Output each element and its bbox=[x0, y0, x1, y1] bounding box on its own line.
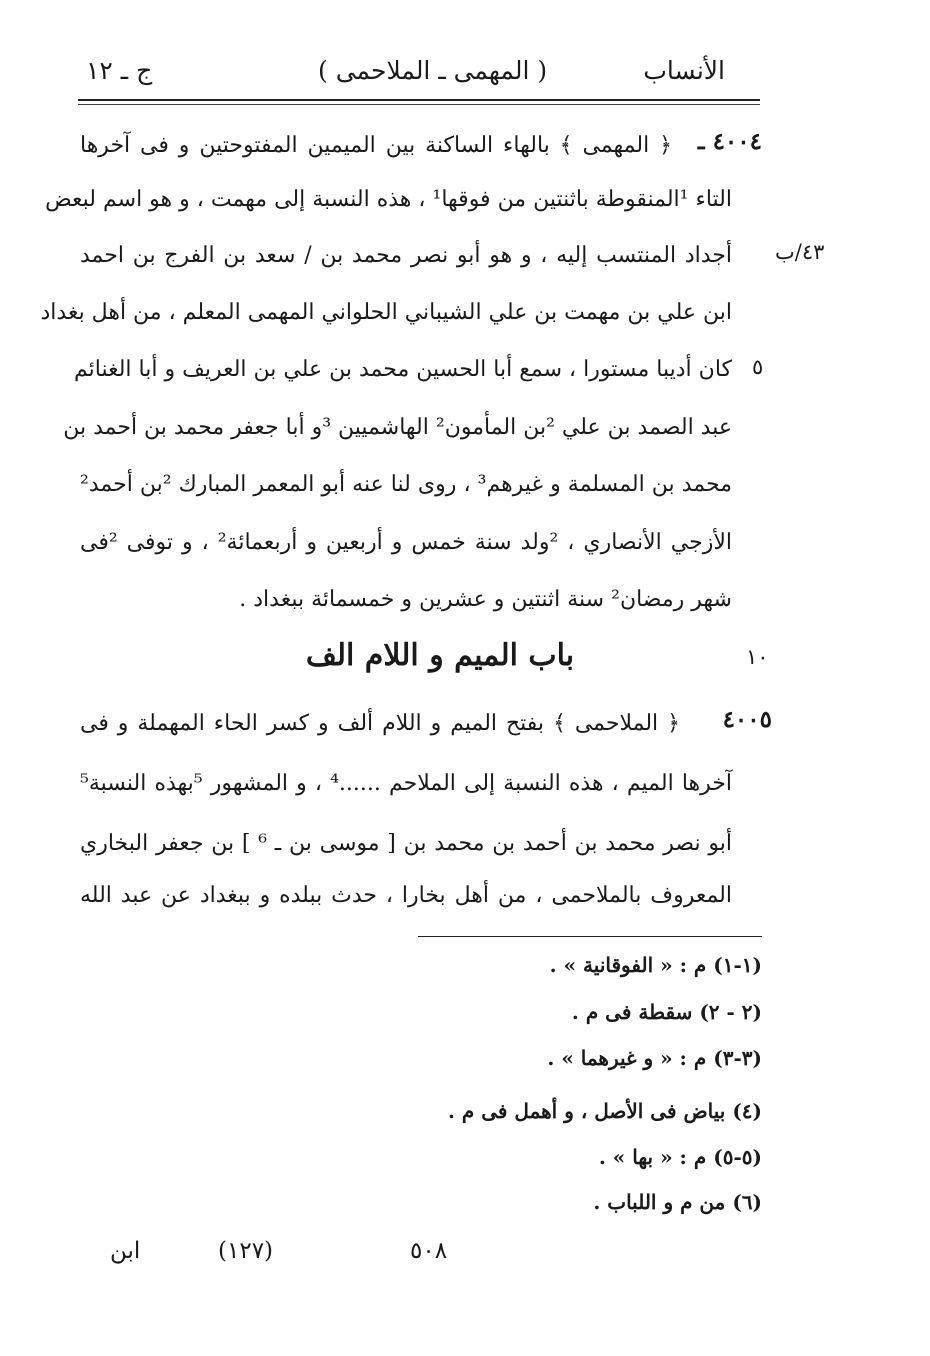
entry-line: الأزجي الأنصاري ، ²ولد سنة خمس و أربعين و أربعمائة² ، و توفى ²فى bbox=[80, 530, 732, 555]
entry-line: آخرها الميم ، هذه النسبة إلى الملاحم ......⁴ ، و المشهور ⁵بهذه النسبة⁵ bbox=[80, 771, 732, 796]
entry-line: التاء ¹المنقوطة باثنتين من فوقها¹ ، هذه النسبة إلى مهمت ، و هو اسم لبعض bbox=[45, 187, 732, 212]
entry-line: شهر رمضان² سنة اثنتين و عشرين و خمسمائة ببغداد . bbox=[239, 587, 732, 612]
footnote-rule bbox=[418, 936, 762, 937]
entry-line: ﴿ الملاحمى ﴾ بفتح الميم و اللام ألف و كسر الحاء المهملة و فى bbox=[80, 711, 680, 736]
entry-line: المعروف بالملاحمى ، من أهل بخارا ، حدث ببلده و ببغداد عن عبد الله bbox=[80, 883, 732, 908]
header-rule-thin bbox=[78, 104, 760, 105]
line-number-10: ١٠ bbox=[746, 645, 769, 669]
entry-line: محمد بن المسلمة و غيرهم³ ، روى لنا عنه أبو المعمر المبارك ²بن أحمد² bbox=[80, 472, 733, 497]
header-title-right: الأنساب bbox=[643, 56, 725, 85]
footnote: (٦) من م و اللباب . bbox=[593, 1190, 762, 1214]
footnote: (٤) بياض فى الأصل ، و أهمل فى م . bbox=[447, 1099, 762, 1123]
header-title-center: ( المهمى ـ الملاحمى ) bbox=[318, 56, 548, 85]
line-number-5: ٥ bbox=[752, 355, 764, 379]
entry-line: عبد الصمد بن علي ²بن المأمون² الهاشميين ³و أبا جعفر محمد بن أحمد بن bbox=[63, 415, 732, 440]
original-page-number: (١٢٧) bbox=[218, 1238, 274, 1264]
section-heading: باب الميم و اللام الف bbox=[305, 638, 575, 673]
page-number: ٥٠٨ bbox=[410, 1238, 448, 1264]
header-rule bbox=[78, 99, 760, 101]
entry-number: ٤٠٠٤ ـ bbox=[697, 128, 762, 155]
entry-number: ٤٠٠٥ bbox=[722, 706, 772, 733]
footnote: (١-١) م : « الفوقانية » . bbox=[549, 953, 762, 977]
footnote: (٣-٣) م : « و غيرهما » . bbox=[547, 1046, 762, 1070]
header-volume: ج ـ ١٢ bbox=[86, 56, 153, 85]
footnote: (٥-٥) م : « بها » . bbox=[598, 1145, 762, 1169]
entry-line: ابن علي بن مهمت بن علي الشيباني الحلواني المهمى المعلم ، من أهل بغداد bbox=[40, 300, 732, 325]
entry-line: ﴿ المهمى ﴾ بالهاء الساكنة بين الميمين المفتوحتين و فى آخرها bbox=[80, 133, 672, 158]
entry-line: أجداد المنتسب إليه ، و هو أبو نصر محمد بن / سعد بن الفرج بن احمد bbox=[80, 243, 732, 268]
footnote: (٢ - ٢) سقطة فى م . bbox=[571, 1000, 762, 1024]
entry-line: أبو نصر محمد بن أحمد بن محمد بن [ موسى بن ـ ⁶ ] بن جعفر البخاري bbox=[80, 831, 732, 856]
entry-line: كان أديبا مستورا ، سمع أبا الحسين محمد بن علي بن العريف و أبا الغنائم bbox=[74, 357, 732, 382]
folio-marker: ٤٣/ب bbox=[775, 240, 825, 264]
catchword: ابن bbox=[110, 1238, 141, 1264]
